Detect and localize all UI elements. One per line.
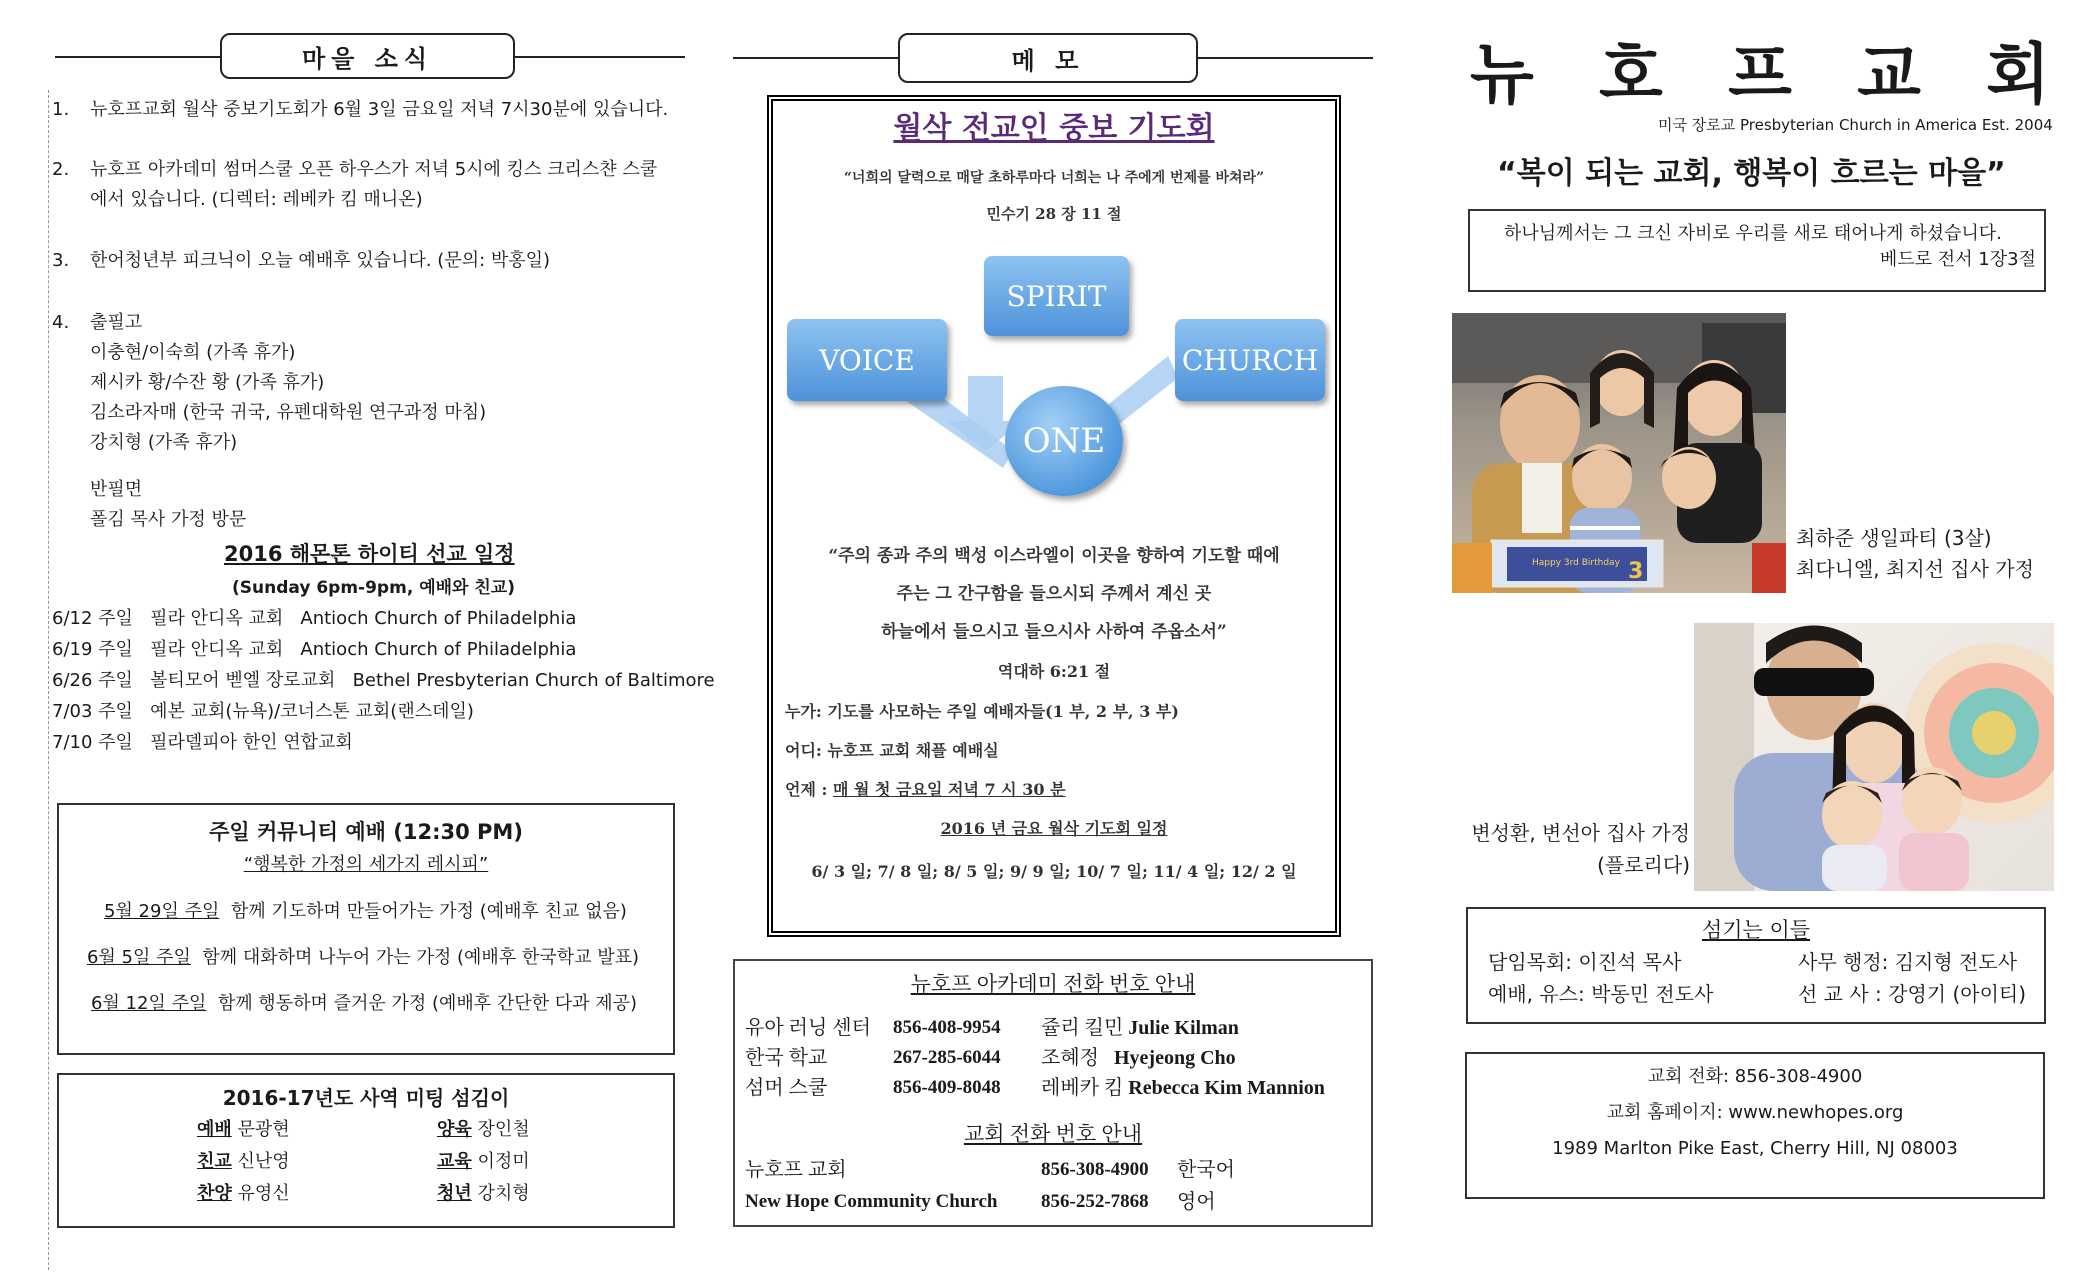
verse-box	[1468, 209, 2046, 292]
ministry-title: 2016-17년도 사역 미팅 섬김이	[222, 1086, 510, 1110]
community-title: 주일 커뮤니티 예배 (12:30 PM)	[209, 820, 523, 844]
birthday-photo	[1452, 313, 1786, 593]
cake-number: 3	[1628, 559, 1644, 584]
prayer-line: 하늘에서 들으시고 들으시사 사하여 주옵소서”	[881, 622, 1227, 642]
photo1-caption: 최다니엘, 최지선 집사 가정	[1796, 557, 2034, 581]
community-row: 6월 12일 주일 함께 행동하며 즐거운 가정 (예배후 간단한 다과 제공)	[91, 993, 638, 1014]
academy-contact: 쥴리 킬민 Julie Kilman	[1041, 1017, 1239, 1039]
cake-greeting: Happy 3rd Birthday	[1532, 558, 1620, 568]
church-subtitle: 미국 장로교 Presbyterian Church in America Est. 2004	[1658, 116, 2053, 134]
flyer-where: 어디: 뉴호프 교회 채플 예배실	[785, 741, 999, 760]
prayer-line: 주는 그 간구함을 들으시되 주께서 계신 곳	[896, 584, 1212, 604]
prayer-flyer	[767, 95, 1341, 937]
academy-name: 섬머 스쿨	[745, 1077, 828, 1099]
community-row: 5월 29일 주일 함께 기도하며 만들어가는 가정 (예배후 친교 없음)	[104, 901, 627, 922]
return-item: 폴김 목사 가정 방문	[90, 509, 247, 530]
church-phone-number: 856-308-4900	[1041, 1159, 1149, 1180]
haiti-row: 6/26 주일 볼티모어 벧엘 장로교회 Bethel Presbyterian Church of Baltimore	[52, 670, 715, 691]
ministry-row: 친교 신난영	[197, 1151, 290, 1172]
spirit-box: SPIRIT	[984, 256, 1129, 336]
community-worship-box	[57, 803, 675, 1055]
photo1-caption: 최하준 생일파티 (3살)	[1796, 526, 1992, 550]
contact-website: 교회 홈페이지: www.newhopes.org	[1606, 1102, 1904, 1123]
academy-phone: 856-409-8048	[893, 1077, 1001, 1098]
haiti-title: 2016 해몬톤 하이티 선교 일정	[224, 542, 515, 566]
schedule-dates: 6/ 3 일; 7/ 8 일; 8/ 5 일; 9/ 9 일; 10/ 7 일; 11/ 4 일; 12/ 2 일	[811, 862, 1297, 881]
flyer-who: 누가: 기도를 사모하는 주일 예배자들(1 부, 2 부, 3 부)	[785, 702, 1179, 721]
verse-ref: 베드로 전서 1장3절	[1879, 249, 2036, 270]
contact-phone: 교회 전화: 856-308-4900	[1647, 1066, 1863, 1087]
community-row: 6월 5일 주일 함께 대화하며 나누어 가는 가정 (예배후 한국학교 발표)	[87, 947, 639, 968]
haiti-row: 7/10 주일 필라델피아 한인 연합교회	[52, 732, 353, 753]
ministry-row: 찬양 유영신	[197, 1183, 290, 1204]
church-phone-name: New Hope Community Church	[745, 1191, 998, 1212]
academy-contact: 조혜정 Hyejeong Cho	[1041, 1047, 1236, 1069]
church-phone-title: 교회 전화 번호 안내	[963, 1122, 1143, 1146]
contact-box	[1465, 1052, 2045, 1199]
memo-section-title: 메 모	[898, 33, 1198, 83]
family-photo	[1694, 623, 2054, 891]
server-entry: 예배, 유스: 박동민 전도사	[1488, 982, 1714, 1006]
academy-title: 뉴호프 아카데미 전화 번호 안내	[910, 972, 1196, 996]
flyer-verse: “너희의 달력으로 매달 초하루마다 너희는 나 주에게 번제를 바쳐라”	[843, 170, 1265, 186]
community-subtitle: “행복한 가정의 세가지 레시피”	[243, 854, 489, 875]
server-entry: 담임목회: 이진석 목사	[1488, 950, 1682, 974]
flyer-when: 언제 : 매 월 첫 금요일 저녁 7 시 30 분	[785, 780, 1066, 799]
prayer-line: “주의 종과 주의 백성 이스라엘이 이곳을 향하여 기도할 때에	[828, 546, 1280, 566]
photo2-caption: (플로리다)	[1597, 853, 1690, 877]
academy-contact: 레베카 킴 Rebecca Kim Mannion	[1041, 1077, 1325, 1099]
column-divider	[48, 90, 49, 1270]
prayer-verse-ref: 역대하 6:21 절	[997, 662, 1111, 681]
church-phone-number: 856-252-7868	[1041, 1191, 1149, 1212]
family-photo-illustration	[1694, 623, 2054, 891]
haiti-subtitle: (Sunday 6pm-9pm, 예배와 친교)	[232, 578, 515, 598]
church-phone-name: 뉴호프 교회	[745, 1159, 847, 1181]
servers-box	[1466, 907, 2046, 1024]
ministry-row: 청년 강치형	[437, 1183, 530, 1204]
one-circle: ONE	[1005, 386, 1123, 496]
contact-address: 1989 Marlton Pike East, Cherry Hill, NJ 08003	[1552, 1138, 1958, 1159]
photo2-caption: 변성환, 변선아 집사 가정	[1471, 821, 1690, 845]
haiti-row: 7/03 주일 예본 교회(뉴욕)/코너스톤 교회(랜스데일)	[52, 701, 474, 722]
birthday-photo-illustration	[1452, 313, 1786, 593]
voice-box: VOICE	[787, 319, 947, 401]
flyer-title: 월삭 전교인 중보 기도회	[893, 111, 1215, 146]
church-motto: “복이 되는 교회, 행복이 흐르는 마을”	[1497, 156, 2006, 191]
church-box: CHURCH	[1175, 319, 1325, 401]
server-entry: 사무 행정: 김지형 전도사	[1798, 950, 2018, 974]
news-section-title: 마을 소식	[220, 33, 515, 79]
ministry-box	[57, 1073, 675, 1228]
church-name: 뉴 호 프 교 회	[1470, 36, 2050, 113]
flyer-verse-ref: 민수기 28 장 11 절	[986, 205, 1122, 223]
academy-phone: 267-285-6044	[893, 1047, 1001, 1068]
church-phone-lang: 영어	[1177, 1191, 1216, 1213]
ministry-row: 예배 문광현	[197, 1119, 290, 1140]
haiti-row: 6/12 주일 필라 안디옥 교회 Antioch Church of Philadelphia	[52, 608, 577, 629]
phone-directory-box	[733, 959, 1373, 1227]
server-entry: 선 교 사 : 강영기 (아이티)	[1798, 982, 2027, 1006]
academy-name: 유아 러닝 센터	[745, 1017, 871, 1039]
schedule-title: 2016 년 금요 월삭 기도회 일정	[940, 819, 1168, 838]
return-label: 반필면	[90, 479, 143, 500]
academy-name: 한국 학교	[745, 1047, 828, 1069]
haiti-row: 6/19 주일 필라 안디옥 교회 Antioch Church of Philadelphia	[52, 639, 577, 660]
ministry-row: 교육 이정미	[437, 1151, 530, 1172]
academy-phone: 856-408-9954	[893, 1017, 1001, 1038]
church-phone-lang: 한국어	[1177, 1159, 1235, 1181]
servers-title: 섬기는 이들	[1701, 918, 1811, 942]
verse-text: 하나님께서는 그 크신 자비로 우리를 새로 태어나게 하셨습니다.	[1504, 223, 2002, 244]
ministry-row: 양육 장인철	[437, 1119, 530, 1140]
